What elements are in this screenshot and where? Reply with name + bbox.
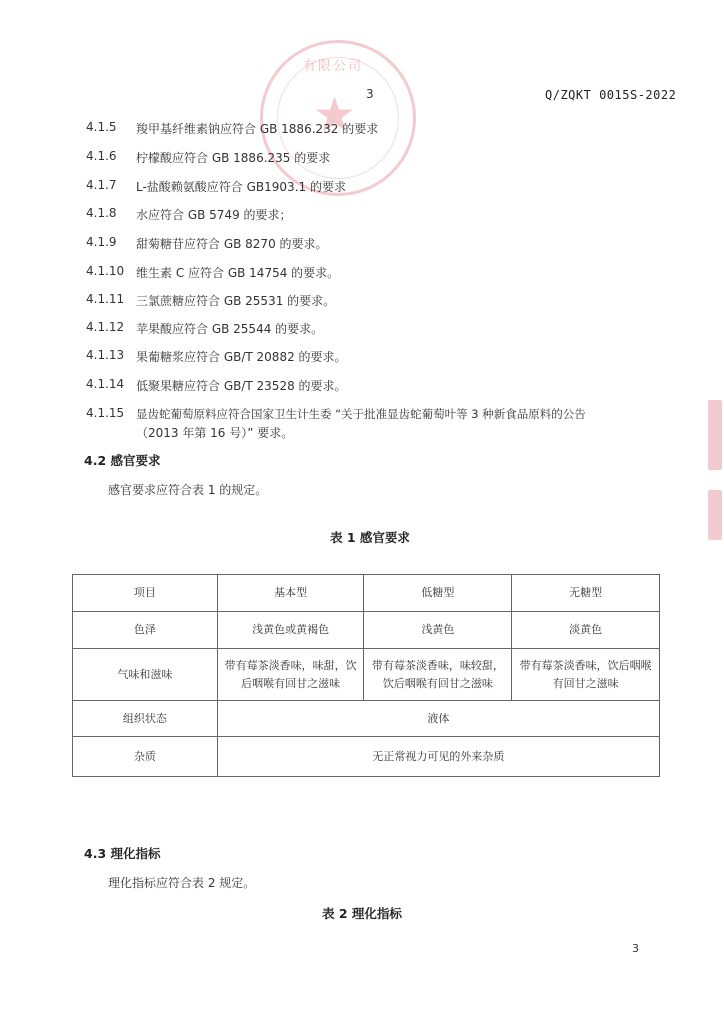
item-text: 果葡糖浆应符合 GB/T 20882 的要求。 — [136, 350, 347, 364]
table-merged-cell: 无正常视力可见的外来杂质 — [217, 737, 659, 777]
table-cell: 淡黄色 — [512, 612, 660, 649]
table-caption: 表 1 感官要求 — [330, 530, 410, 545]
item-text: 低聚果糖应符合 GB/T 23528 的要求。 — [136, 379, 347, 393]
item-number: 4.1.13 — [86, 348, 125, 362]
section-heading: 4.2 感官要求 — [84, 453, 161, 468]
table-row — [73, 612, 660, 649]
item-text: 苹果酸应符合 GB 25544 的要求。 — [136, 322, 324, 336]
item-number: 4.1.14 — [86, 377, 125, 391]
table-row — [73, 649, 660, 701]
company-seal — [260, 40, 416, 196]
item-text: 甜菊糖苷应符合 GB 8270 的要求。 — [136, 237, 328, 251]
page-number-top: 3 — [366, 87, 374, 101]
table-header-cell: 项目 — [73, 575, 218, 612]
item-text: 三氯蔗糖应符合 GB 25531 的要求。 — [136, 294, 336, 308]
table-row — [73, 701, 660, 737]
item-text: 羧甲基纤维素钠应符合 GB 1886.232 的要求 — [136, 122, 379, 136]
table-cell: 浅黄色 — [364, 612, 512, 649]
page-number-footer: 3 — [632, 942, 639, 955]
edge-seal-mark — [708, 490, 722, 540]
table-row — [73, 737, 660, 777]
item-number: 4.1.7 — [86, 178, 117, 192]
table-header-cell: 基本型 — [217, 575, 364, 612]
table-row-label: 色泽 — [73, 612, 218, 649]
table-row-label: 气味和滋味 — [73, 649, 218, 701]
cell-line: 带有莓茶淡香味，味甜，饮 — [224, 658, 357, 672]
edge-seal-mark — [708, 400, 722, 470]
cell-line: 有回甘之滋味 — [552, 676, 619, 690]
section-body: 理化指标应符合表 2 规定。 — [108, 876, 256, 890]
item-text: L-盐酸赖氨酸应符合 GB1903.1 的要求 — [136, 180, 346, 194]
item-number: 4.1.10 — [86, 264, 125, 278]
table-cell — [217, 649, 364, 701]
seal-star-icon: ★ — [313, 87, 357, 143]
table-caption: 表 2 理化指标 — [322, 906, 402, 921]
item-number: 4.1.9 — [86, 235, 117, 249]
sensory-table — [72, 574, 660, 777]
seal-text: 有限公司 — [303, 59, 364, 74]
table-cell: 浅黄色或黄褐色 — [217, 612, 364, 649]
item-text: 水应符合 GB 5749 的要求； — [136, 208, 292, 222]
item-text: 柠檬酸应符合 GB 1886.235 的要求 — [136, 151, 331, 165]
section-body: 感官要求应符合表 1 的规定。 — [108, 483, 268, 497]
table-header-row — [73, 575, 660, 612]
table-row-label: 杂质 — [73, 737, 218, 777]
section-heading: 4.3 理化指标 — [84, 846, 161, 861]
item-text-continued: （2013 年第 16 号）” 要求。 — [136, 426, 294, 440]
item-number: 4.1.5 — [86, 120, 117, 134]
table-header-cell: 低糖型 — [364, 575, 512, 612]
cell-line: 后咽喉有回甘之滋味 — [241, 676, 341, 690]
item-number: 4.1.12 — [86, 320, 125, 334]
cell-line: 饮后咽喉有回甘之滋味 — [382, 676, 493, 690]
table-header-cell: 无糖型 — [512, 575, 660, 612]
cell-line: 带有莓茶淡香味，饮后咽喉 — [519, 658, 652, 672]
item-number: 4.1.8 — [86, 206, 117, 220]
item-text: 维生素 C 应符合 GB 14754 的要求。 — [136, 266, 340, 280]
item-number: 4.1.15 — [86, 406, 125, 420]
item-text: 显齿蛇葡萄原料应符合国家卫生计生委 “关于批准显齿蛇葡萄叶等 3 种新食品原料的公告 — [136, 407, 586, 421]
cell-line: 带有莓茶淡香味，味较甜， — [371, 658, 504, 672]
table-row-label: 组织状态 — [73, 701, 218, 737]
table-cell — [364, 649, 512, 701]
document-code: Q/ZQKT 0015S-2022 — [545, 88, 677, 102]
table-cell — [512, 649, 660, 701]
table-merged-cell: 液体 — [217, 701, 659, 737]
item-number: 4.1.6 — [86, 149, 117, 163]
item-number: 4.1.11 — [86, 292, 125, 306]
